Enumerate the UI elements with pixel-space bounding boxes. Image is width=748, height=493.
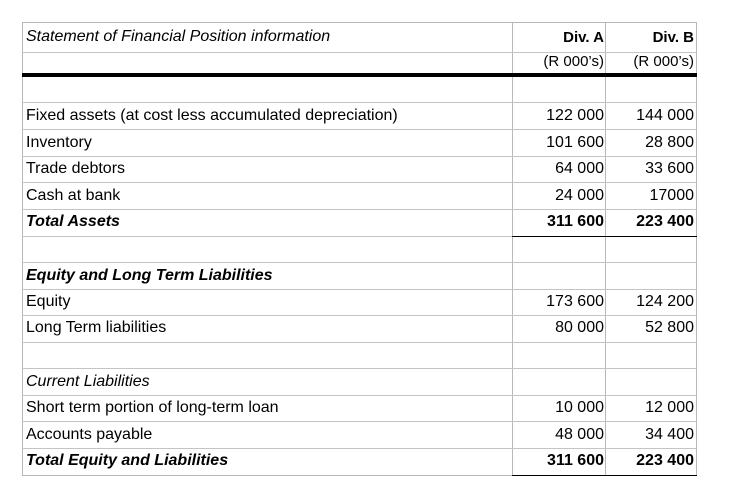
row-label-trade-debtors: Trade debtors: [26, 160, 126, 177]
row-divider: [22, 289, 697, 290]
row-divider: [22, 209, 697, 210]
row-divider: [22, 129, 697, 130]
value-div-b: 12 000: [645, 399, 694, 416]
row-label-long-term-liabilities: Long Term liabilities: [26, 319, 167, 336]
value-div-b: 144 000: [636, 107, 694, 124]
total-value-div-b: 223 400: [636, 452, 694, 469]
row-divider: [22, 315, 697, 316]
row-divider: [22, 182, 697, 183]
value-div-b: 34 400: [645, 426, 694, 443]
column-divider: [512, 22, 513, 476]
row-divider: [22, 156, 697, 157]
row-divider: [22, 368, 697, 369]
row-divider: [22, 421, 697, 422]
row-label-inventory: Inventory: [26, 134, 92, 151]
column-header-div-a: Div. A: [563, 29, 604, 46]
row-label-fixed-assets: Fixed assets (at cost less accumulated depreciation): [26, 107, 398, 124]
value-div-a: 48 000: [555, 426, 604, 443]
value-div-b: 52 800: [645, 319, 694, 336]
row-label-cash-at-bank: Cash at bank: [26, 187, 121, 204]
value-div-a: 80 000: [555, 319, 604, 336]
row-label-total-equity-liabilities: Total Equity and Liabilities: [26, 452, 229, 469]
column-header-div-b: Div. B: [652, 29, 694, 46]
value-div-a: 24 000: [555, 187, 604, 204]
row-label-equity: Equity: [26, 293, 71, 310]
total-rule: [512, 475, 697, 476]
value-div-a: 64 000: [555, 160, 604, 177]
value-div-b: 17000: [649, 187, 694, 204]
row-label-accounts-payable: Accounts payable: [26, 426, 153, 443]
total-rule: [512, 236, 697, 237]
row-label-short-term-loan: Short term portion of long-term loan: [26, 399, 279, 416]
value-div-a: 101 600: [546, 134, 604, 151]
row-label-total-assets: Total Assets: [26, 213, 120, 230]
total-value-div-a: 311 600: [547, 213, 604, 230]
row-divider: [22, 262, 697, 263]
row-divider: [22, 342, 697, 343]
row-divider: [22, 395, 697, 396]
unit-label-div-b: (R 000’s): [633, 53, 694, 70]
row-divider: [22, 102, 697, 103]
header-rule: [22, 73, 697, 77]
value-div-a: 122 000: [546, 107, 604, 124]
total-value-div-b: 223 400: [636, 213, 694, 230]
total-value-div-a: 311 600: [547, 452, 604, 469]
section-heading-equity: Equity and Long Term Liabilities: [26, 267, 273, 284]
column-divider: [605, 22, 606, 476]
value-div-b: 28 800: [645, 134, 694, 151]
value-div-b: 124 200: [636, 293, 694, 310]
value-div-a: 10 000: [555, 399, 604, 416]
value-div-b: 33 600: [645, 160, 694, 177]
unit-label-div-a: (R 000’s): [543, 53, 604, 70]
table-title: Statement of Financial Position information: [26, 28, 331, 45]
section-heading-current-liabilities: Current Liabilities: [26, 373, 150, 390]
value-div-a: 173 600: [546, 293, 604, 310]
row-divider: [22, 448, 697, 449]
